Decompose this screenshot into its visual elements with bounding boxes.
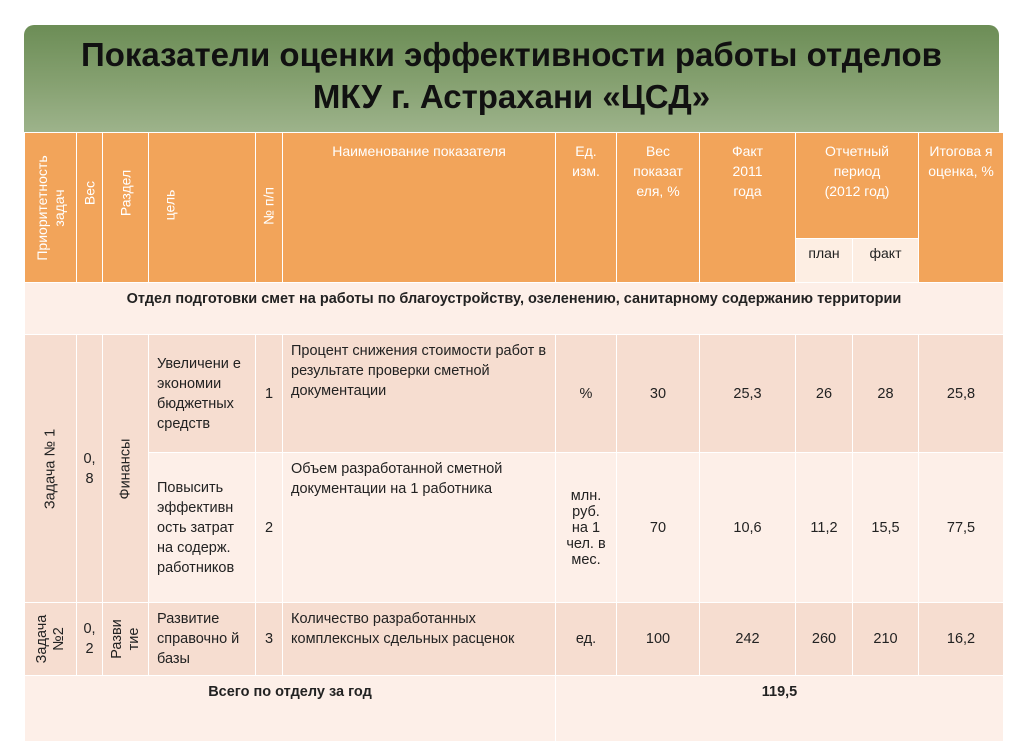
row1-weight: 30	[617, 335, 700, 453]
row1-unit: %	[556, 335, 617, 453]
row1-fact: 28	[853, 335, 919, 453]
row1-name: Процент снижения стоимости работ в результате проверки сметной документации	[283, 335, 556, 453]
row3-num: 3	[256, 603, 283, 676]
header-fact: факт	[853, 239, 919, 283]
header-section: Раздел	[103, 133, 149, 283]
indicators-table	[24, 132, 1004, 742]
task1-label-cell	[25, 335, 77, 603]
row3-unit: ед.	[556, 603, 617, 676]
row2-num: 2	[256, 453, 283, 603]
row2-plan: 11,2	[796, 453, 853, 603]
header-num: № п/п	[256, 133, 283, 283]
row1-fact2011: 25,3	[700, 335, 796, 453]
title-line-2: МКУ г. Астрахани «ЦСД»	[312, 78, 711, 115]
row1-plan: 26	[796, 335, 853, 453]
page-title	[24, 34, 999, 118]
row2-fact: 15,5	[853, 453, 919, 603]
header-priority: Приоритетность задач	[25, 133, 77, 283]
row2-final: 77,5	[919, 453, 1004, 603]
task2-section: Разви тие	[108, 619, 142, 659]
row3-name: Количество разработанных комплексных сдельных расценок	[283, 603, 556, 676]
row2-fact2011: 10,6	[700, 453, 796, 603]
header-unit: Ед. изм.	[556, 133, 617, 283]
header-goal: цель	[149, 133, 256, 283]
task1-label: Задача № 1	[42, 428, 58, 509]
task2-label: Задача №2	[33, 614, 67, 664]
header-indicator-weight: Вес показат еля, %	[617, 133, 700, 283]
task1-section: Финансы	[117, 438, 133, 499]
row2-name: Объем разработанной сметной документации на 1 работника	[283, 453, 556, 603]
row3-weight: 100	[617, 603, 700, 676]
section-title: Отдел подготовки смет на работы по благоустройству, озеленению, санитарному содержанию территории	[25, 283, 1004, 335]
row1-final: 25,8	[919, 335, 1004, 453]
header-name: Наименование показателя	[283, 133, 556, 283]
row1-goal: Увеличени е экономии бюджетных средств	[149, 335, 256, 453]
row3-final: 16,2	[919, 603, 1004, 676]
header-final: Итогова я оценка, %	[919, 133, 1004, 283]
row2-unit: млн. руб. на 1 чел. в мес.	[556, 453, 617, 603]
task2-weight: 0, 2	[77, 603, 103, 676]
title-line-1: Показатели оценки эффективности работы отделов	[81, 36, 942, 73]
row3-fact: 210	[853, 603, 919, 676]
header-plan: план	[796, 239, 853, 283]
row1-num: 1	[256, 335, 283, 453]
row2-goal: Повысить эффективн ость затрат на содерж. работников	[149, 453, 256, 603]
task2-section-cell	[103, 603, 149, 676]
row3-fact2011: 242	[700, 603, 796, 676]
task2-label-cell	[25, 603, 77, 676]
header-weight: Вес	[77, 133, 103, 283]
total-label: Всего по отделу за год	[25, 676, 556, 742]
task1-section-cell	[103, 335, 149, 603]
row3-goal: Развитие справочно й базы	[149, 603, 256, 676]
row3-plan: 260	[796, 603, 853, 676]
header-fact-2011: Факт 2011 года	[700, 133, 796, 283]
row2-weight: 70	[617, 453, 700, 603]
task1-weight: 0, 8	[77, 335, 103, 603]
total-value: 119,5	[556, 676, 1004, 742]
header-period: Отчетный период (2012 год)	[796, 133, 919, 239]
